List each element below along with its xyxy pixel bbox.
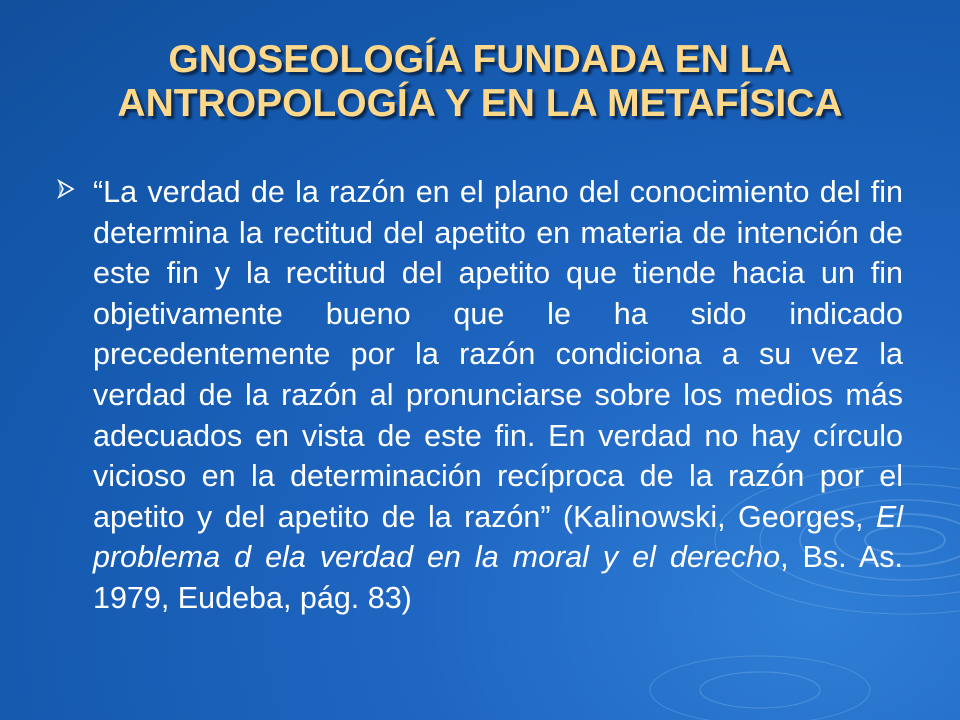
arrow-bullet-icon [55, 178, 77, 200]
slide-title: GNOSEOLOGÍA FUNDADA EN LA ANTROPOLOGÍA Y EN LA METAFÍSICA [117, 38, 843, 125]
quote-text: “La verdad de la razón en el plano del conocimiento del fin determina la rectitud del apetito en materia de intención de este fin y la rectitud del apetito que tiende hacia un fin objetivamente bueno que le ha sido indicado precedentemente por la razón condiciona a su vez la verdad de la razón al pronunciarse sobre los medios más adecuados en vista de este fin. En verdad no hay círculo vicioso en la determinación recíproca de la razón por el apetito y del apetito de la razón” (Kalinowski, Georges, [93, 175, 903, 534]
quote-paragraph [93, 172, 903, 619]
book-title: El problema d ela verdad en la moral y el derecho [93, 499, 903, 575]
citation-tail: , Bs. As. 1979, Eudeba, pág. 83) [93, 540, 903, 615]
